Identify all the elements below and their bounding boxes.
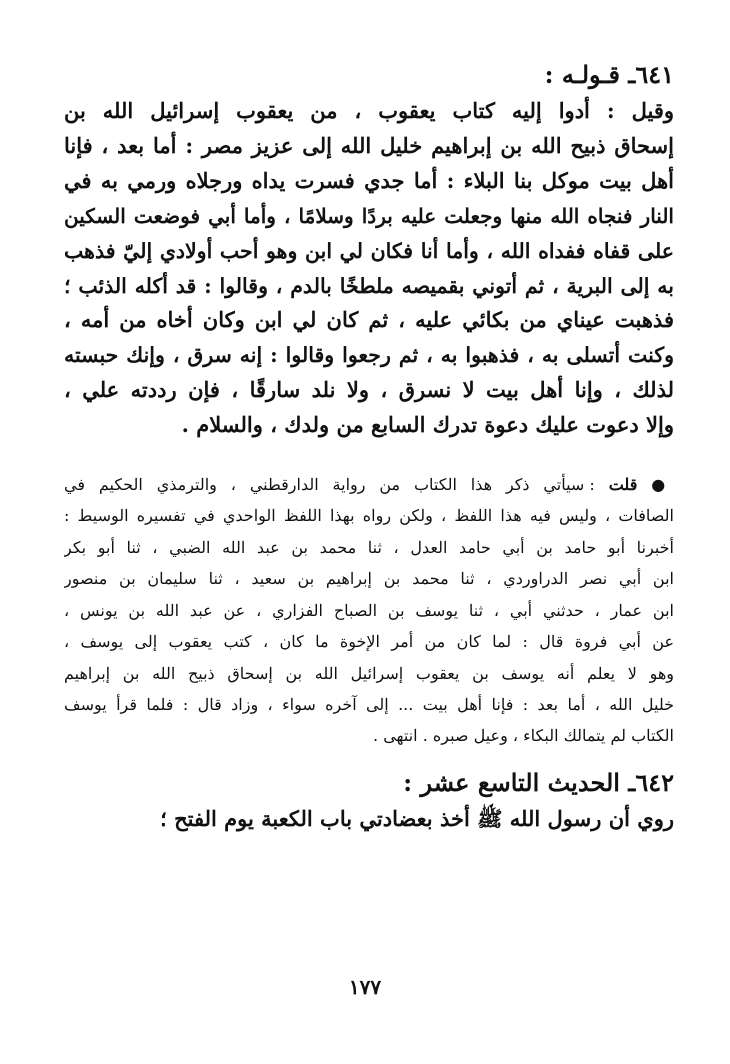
text-line: على قفاه ففداه الله ، وأما أنا فكان لي ابن وهو أحب أولادي إليّ فذهب	[64, 238, 674, 263]
text-line: روي أن رسول الله ﷺ أخذ بعضادتي باب الكعبة يوم الفتح ؛	[160, 805, 674, 831]
text-line: النار فنجاه الله منها وجعلت عليه بردًا وسلامًا ، وأما أبي فوضعت السكين	[64, 203, 674, 228]
text-line: وإلا دعوت عليك دعوة تدرك السابع من ولدك ، والسلام .	[181, 412, 674, 438]
text-line: وكنت أتسلى به ، فذهبوا به ، ثم رجعوا وقالوا : إنه سرق ، وإنك حبسته	[64, 343, 674, 368]
text-line: أهل بيت موكل بنا البلاء : أما جدي فسرت يداه ورجلاه ورمي به في	[64, 167, 674, 193]
section-641-text	[64, 94, 674, 443]
commentary-line: أخبرنا أبو حامد بن أبي حامد العدل ، ثنا محمد بن عبد الله الضبي ، ثنا أبو بكر	[64, 537, 674, 557]
page-body	[64, 58, 674, 837]
page-number: ١٧٧	[348, 975, 382, 999]
commentary-line: ابن أبي نصر الدراوردي ، ثنا محمد بن إبراهيم بن سعيد ، ثنا سليمان بن منصور	[64, 569, 674, 589]
text-line: فذهبت عيناي من بكائي عليه ، ثم كان لي ابن وكان أخاه من أمه ،	[64, 307, 674, 333]
text-line: إسحاق ذبيح الله بن إبراهيم خليل الله إلى عزيز مصر : أما بعد ، فإنا	[64, 132, 674, 158]
section-642	[64, 766, 674, 837]
text-line: وقيل : أدوا إليه كتاب يعقوب ، من يعقوب إسرائيل الله بن	[64, 98, 674, 123]
commentary-block	[64, 469, 674, 752]
text-line: به إلى البرية ، ثم أتوني بقميصه ملطخًا بالدم ، وقالوا : قد أكله الذئب ؛	[64, 273, 674, 298]
commentary-line: الصافات ، وليس فيه هذا اللفظ ، ولكن رواه بهذا اللفظ الواحدي في تفسيره الوسيط :	[64, 506, 674, 526]
section-heading-642: ٦٤٢ـ الحديث التاسع عشر :	[403, 767, 674, 797]
commentary-line: خليل الله ، أما بعد : فإنا أهل بيت ... إلى آخره سواء ، وزاد قال : فلما قرأ يوسف	[64, 694, 674, 714]
section-641	[64, 58, 674, 443]
commentary-first-line	[64, 469, 674, 500]
bullet-icon: ●	[651, 475, 674, 495]
text-line: لذلك ، وإنا أهل بيت لا نسرق ، ولا نلد سارقًا ، فإن رددته علي ،	[64, 377, 674, 403]
commentary-label: قلت	[608, 475, 638, 495]
commentary-line: الكتاب لم يتمالك البكاء ، وعيل صبره . انتهى .	[373, 726, 674, 746]
commentary-line: ابن عمار ، حدثني أبي ، ثنا يوسف بن الصباح الفزاري ، عن عبد الله بن يونس ،	[64, 600, 674, 620]
commentary-text: : سيأتي ذكر هذا الكتاب من رواية الدارقطني ، والترمذي الحكيم في	[64, 475, 595, 495]
commentary-line: وهو لا يعلم أنه يوسف بن يعقوب إسرائيل الله بن إسحاق ذبيح الله بن إبراهيم	[64, 663, 674, 683]
commentary-line: عن أبي فروة قال : لما كان من أمر الإخوة ما كان ، كتب يعقوب إلى يوسف ،	[64, 632, 674, 652]
section-heading-641: ٦٤١ـ قـولـه :	[544, 60, 674, 89]
